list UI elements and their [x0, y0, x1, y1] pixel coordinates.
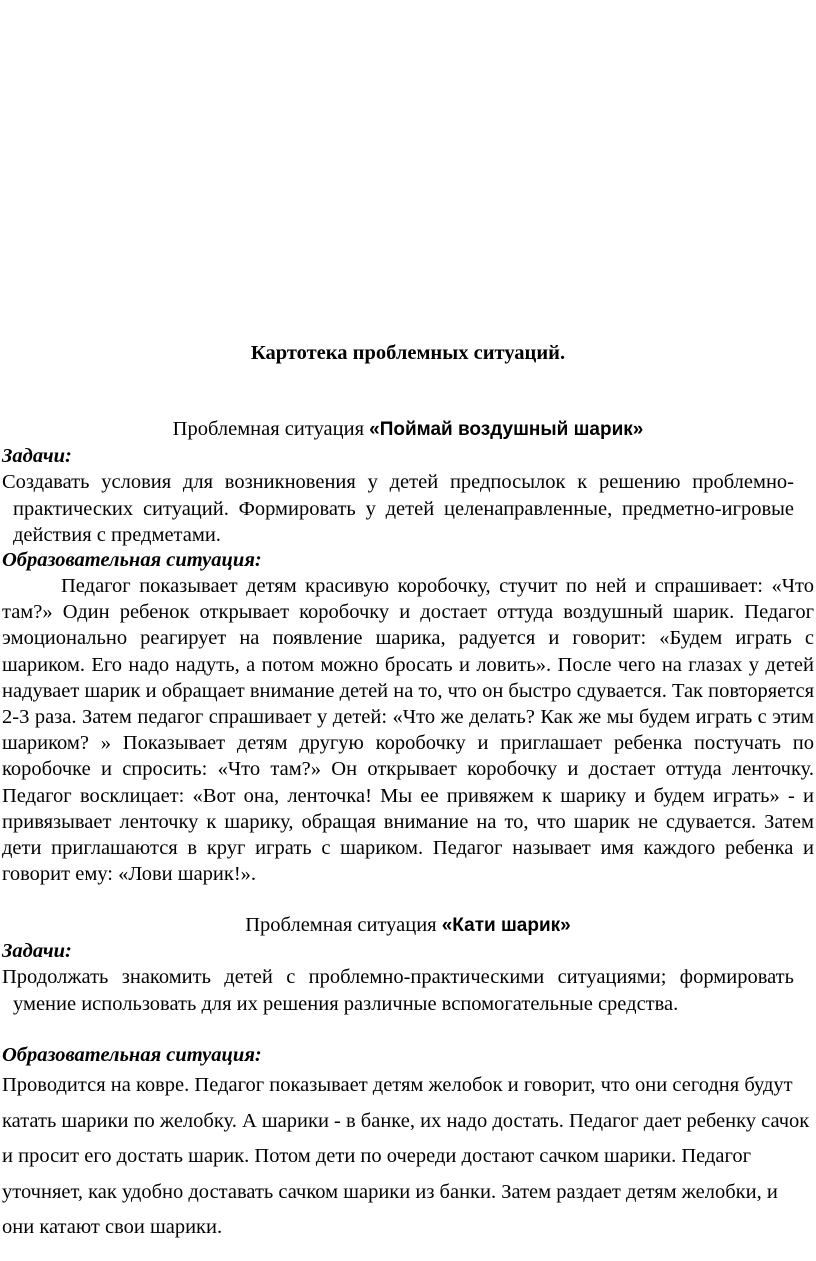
situation-2-heading-prefix: Проблемная ситуация [245, 914, 437, 936]
situation-2-situation-label: Образовательная ситуация: [2, 1044, 262, 1066]
situation-1-situation-label: Образовательная ситуация: [2, 549, 262, 571]
situation-1-tasks-label: Задачи: [2, 445, 72, 467]
document-title: Картотека проблемных ситуаций. [250, 342, 566, 364]
situation-1-situation-text: Педагог показывает детям красивую коробочку, стучит по ней и спрашивает: «Что там?» Один ребенок открывает коробочку и достает оттуда воздушный шарик. Педагог эмоционально реагирует на появление шарика, радуется и говорит: «Будем играть с шариком. Его надо надуть, а потом можно бросать и ловить». После чего на глазах у детей надувает шарик и обращает внимание детей на то, что он быстро сдувается. Так повторяется 2-3 раза. Затем педагог спрашивает у детей: «Что же делать? Как же мы будем играть с этим шариком? » Показывает детям другую коробочку и приглашает ребенка постучать по коробочке и спросить: «Что там?» Он открывает коробочку и достает оттуда ленточку. Педагог восклицает: «Вот она, ленточка! Мы ее привяжем к шарику и будем играть» - и привязывает ленточку к шарику, обращая внимание на то, что шарик не сдувается. Затем дети приглашаются в круг играть с шариком. Педагог называет имя каждого ребенка и говорит ему: «Лови шарик!». [2, 575, 814, 886]
situation-2-tasks-text: Продолжать знакомить детей с проблемно-практическими ситуациями; формировать умение использовать для их решения различные вспомогательные средства. [2, 966, 794, 1015]
situation-1-tasks-text: Создавать условия для возникновения у детей предпосылок к решению проблемно-практических ситуаций. Формировать у детей целенаправленные, предметно-игровые действия с предметами. [2, 471, 794, 546]
situation-2-tasks-label: Задачи: [2, 940, 72, 962]
situation-2-heading-name: «Кати шарик» [441, 915, 571, 936]
situation-1-heading [0, 416, 816, 443]
situation-2-heading [0, 912, 816, 939]
situation-1-heading-prefix: Проблемная ситуация [172, 418, 365, 440]
situation-2-situation-text: Проводится на ковре. Педагог показывает детям желобок и говорит, что они сегодня будут катать шарики по желобку. А шарики - в банке, их надо достать. Педагог дает ребенку сачок и просит его достать шарик. Потом дети по очереди достают сачком шарики. Педагог уточняет, как удобно доставать сачком шарики из банки. Затем раздает детям желобки, и они катают свои шарики. [2, 1074, 810, 1238]
situation-1-heading-name: «Поймай воздушный шарик» [369, 419, 644, 440]
